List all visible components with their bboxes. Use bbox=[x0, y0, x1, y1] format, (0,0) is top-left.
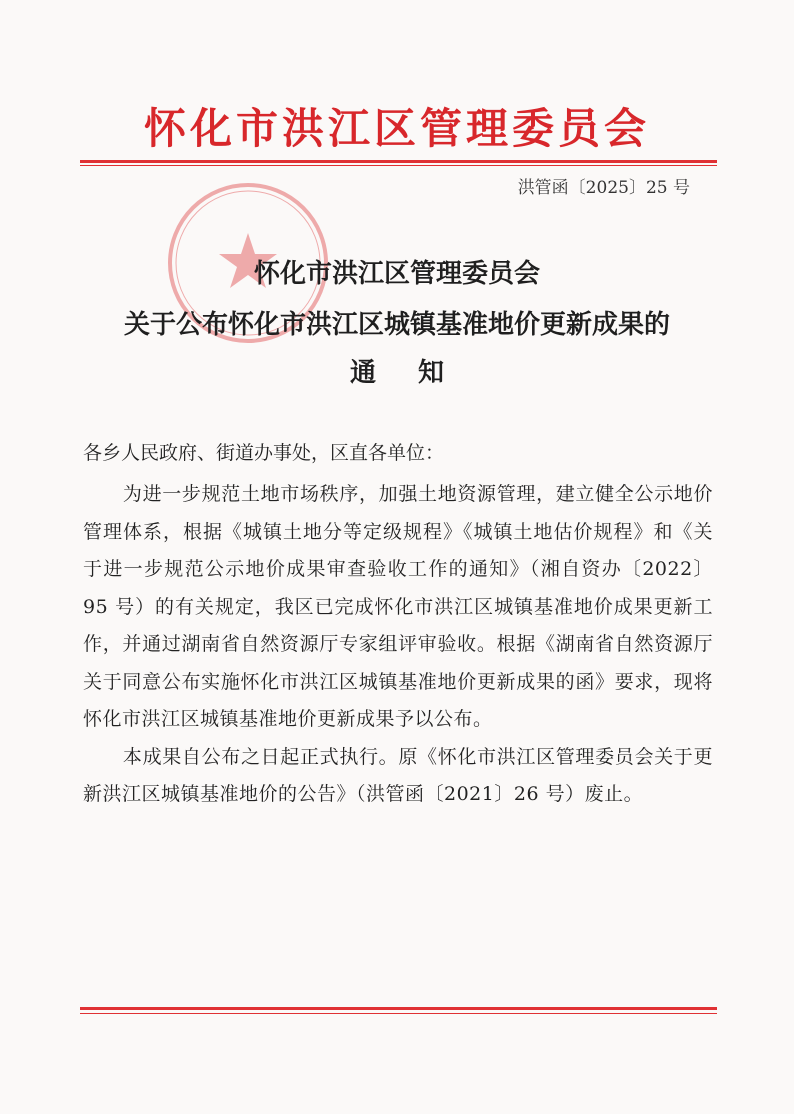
body-paragraph-1: 为进一步规范土地市场秩序，加强土地资源管理，建立健全公示地价管理体系，根据《城镇土地分等定级规程》《城镇土地估价规程》和《关于进一步规范公示地价成果审查验收工作的通知》（湘自资办〔2022〕95 号）的有关规定，我区已完成怀化市洪江区城镇基准地价成果更新工作，并通过湖南省自然资源厅专家组评审验收。根据《湖南省自然资源厅关于同意公布实施怀化市洪江区城镇基准地价更新成果的函》要求，现将怀化市洪江区城镇基准地价更新成果予以公布。 bbox=[83, 483, 713, 730]
footer-red-rule-thin bbox=[80, 1013, 717, 1014]
notice-title-line2: 关于公布怀化市洪江区城镇基准地价更新成果的 bbox=[123, 310, 670, 340]
body-paragraph-2: 本成果自公布之日起正式执行。原《怀化市洪江区管理委员会关于更新洪江区城镇基准地价的公告》（洪管函〔2021〕26 号）废止。 bbox=[83, 745, 713, 805]
letterhead-title: 怀化市洪江区管理委员会 bbox=[143, 104, 650, 153]
notice-title-line1: 怀化市洪江区管理委员会 bbox=[253, 259, 540, 289]
notice-body bbox=[83, 476, 713, 814]
notice-title-line3: 通知 bbox=[349, 358, 486, 388]
document-number: 洪管函〔2025〕25 号 bbox=[517, 178, 690, 198]
header-red-rule bbox=[80, 160, 717, 163]
header-red-rule-thin bbox=[80, 165, 717, 166]
footer-red-rule bbox=[80, 1007, 717, 1010]
salutation: 各乡人民政府、街道办事处，区直各单位： bbox=[83, 442, 445, 464]
